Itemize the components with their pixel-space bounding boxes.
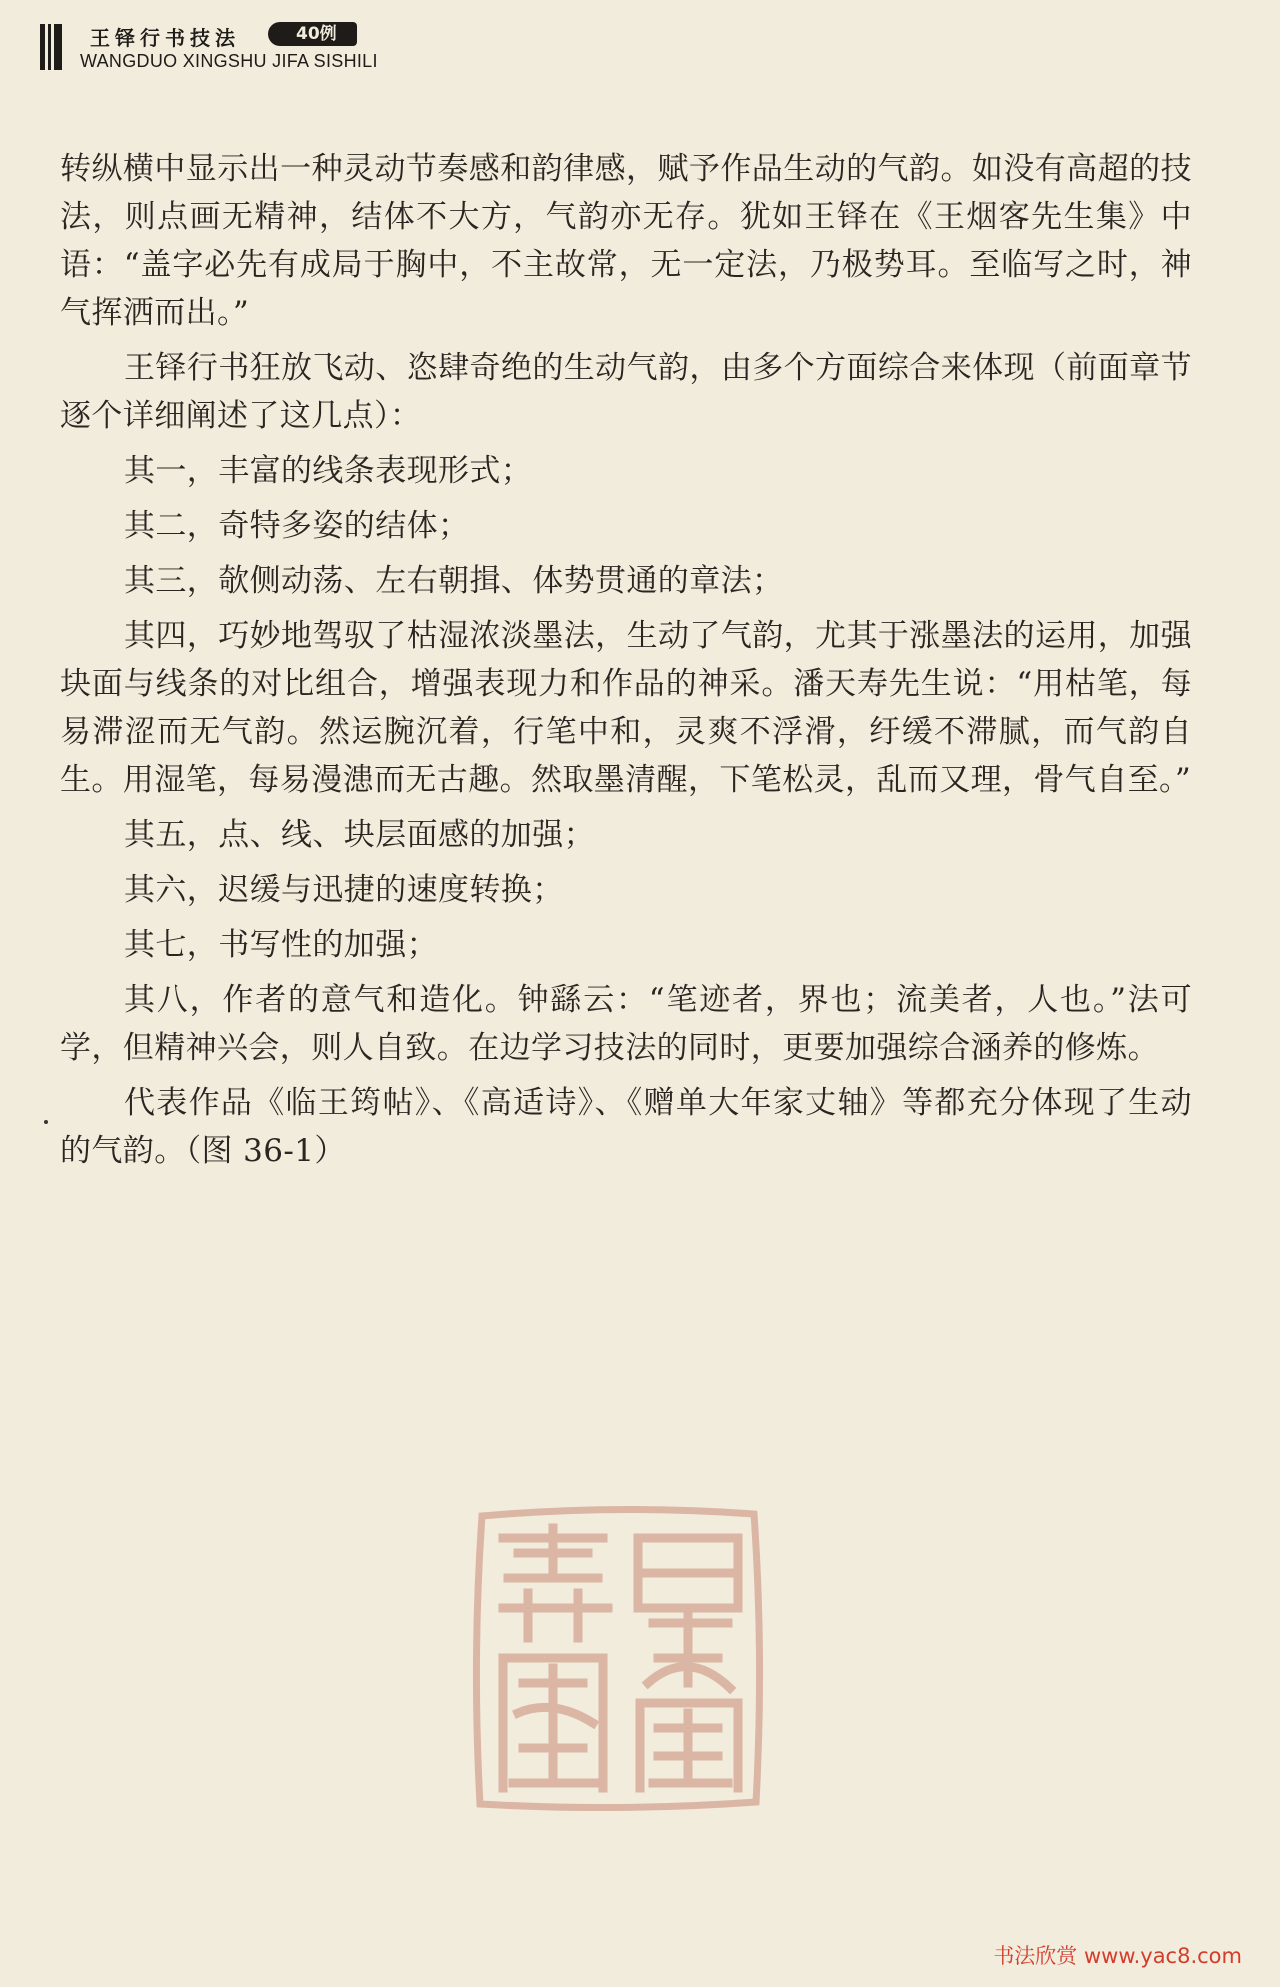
list-item: 其二，奇特多姿的结体； bbox=[124, 508, 470, 544]
list-item: 其六，迟缓与迅捷的速度转换； bbox=[124, 872, 564, 908]
list-item: 其七，书写性的加强； bbox=[124, 927, 438, 963]
page-body bbox=[60, 145, 1192, 1182]
list-item: 其一，丰富的线条表现形式； bbox=[124, 453, 533, 489]
stray-dot bbox=[44, 1120, 48, 1124]
book-subtitle: WANGDUO XINGSHU JIFA SISHILI bbox=[80, 51, 378, 71]
list-item: 其五，点、线、块层面感的加强； bbox=[124, 817, 595, 853]
paragraph: 转纵横中显示出一种灵动节奏感和韵律感，赋予作品生动的气韵。如没有高超的技法，则点画无精神，结体不大方，气韵亦无存。犹如王铎在《王烟客先生集》中语：“盖字必先有成局于胸中，不主故常，无一定法，乃极势耳。至临写之时，神气挥洒而出。” bbox=[60, 151, 1192, 331]
list-item: 其三，欹侧动荡、左右朝揖、体势贯通的章法； bbox=[124, 563, 784, 599]
list-item: 其四，巧妙地驾驭了枯湿浓淡墨法，生动了气韵，尤其于涨墨法的运用，加强块面与线条的对比组合，增强表现力和作品的神采。潘天寿先生说：“用枯笔，每易滞涩而无气韵。然运腕沉着，行笔中和，灵爽不浮滑，纡缓不滞腻，而气韵自生。用湿笔，每易漫漶而无古趣。然取墨清醒，下笔松灵，乱而又理，骨气自至。” bbox=[60, 618, 1192, 798]
running-header bbox=[40, 20, 460, 76]
header-bars-icon bbox=[40, 24, 64, 70]
list-item: 其八，作者的意气和造化。钟繇云：“笔迹者，界也；流美者，人也。”法可学，但精神兴会，则人自致。在边学习技法的同时，更要加强综合涵养的修炼。 bbox=[60, 982, 1192, 1066]
paragraph: 王铎行书狂放飞动、恣肆奇绝的生动气韵，由多个方面综合来体现（前面章节逐个详细阐述了这几点）： bbox=[60, 350, 1192, 434]
site-watermark: 书法欣赏 www.yac8.com bbox=[993, 1944, 1242, 1968]
seal-stamp-icon bbox=[468, 1498, 768, 1818]
book-title: 王铎行书技法 bbox=[90, 26, 240, 50]
book-title-badge: 40例 bbox=[268, 22, 357, 46]
paragraph: 代表作品《临王筠帖》、《高适诗》、《赠单大年家丈轴》等都充分体现了生动的气韵。（图 36-1） bbox=[60, 1085, 1192, 1169]
